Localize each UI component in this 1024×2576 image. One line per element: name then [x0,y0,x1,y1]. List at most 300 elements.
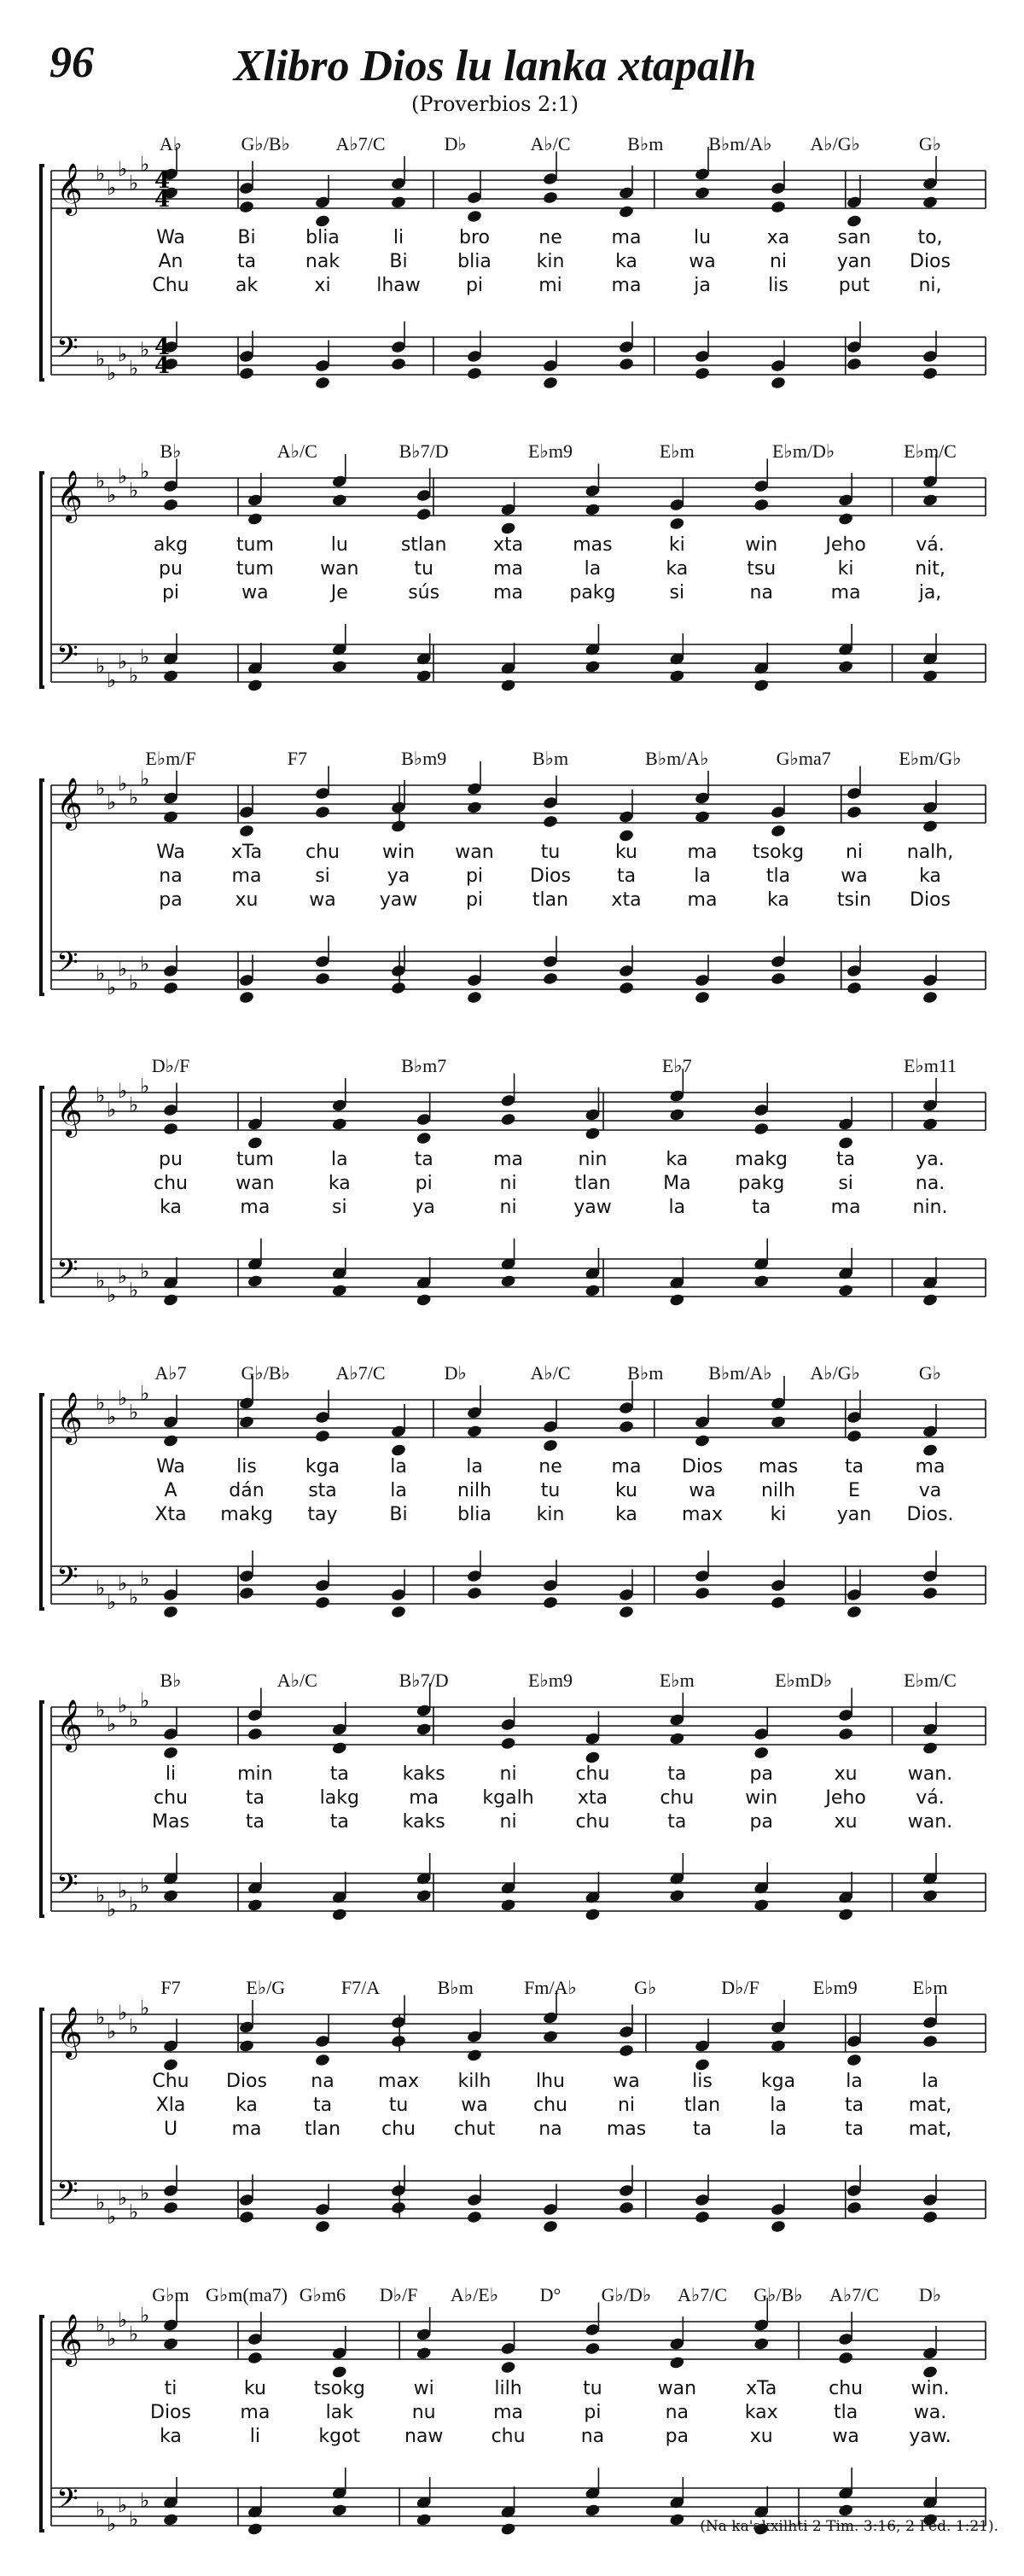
lyric-syllable-verse-1: bro [459,227,490,248]
lyric-syllable-verse-2: win [745,1787,778,1809]
lyric-syllable-verse-3: na [749,582,773,603]
chord-symbol: B♭m/A♭ [645,748,709,769]
lyric-syllable-verse-1: Dios [226,2071,267,2092]
bass-notehead [162,1605,178,1619]
lyric-syllable-verse-3: wa [832,2426,859,2447]
bass-notehead [542,2219,558,2234]
treble-notehead [331,493,347,508]
lyric-syllable-verse-2: chu [660,1787,695,1809]
treble-notehead [162,1434,178,1448]
lyric-syllable-verse-3: si [331,1197,347,1218]
lyric-syllable-verse-2: tum [236,558,274,580]
treble-notehead [247,1727,263,1741]
key-signature-flat-icon: ♭ [118,157,128,181]
lyric-syllable-verse-3: pakg [569,582,616,603]
bass-notehead [922,1889,938,1903]
bass-notehead [618,981,634,995]
bass-notehead [416,2513,432,2527]
treble-notehead [770,200,786,214]
bass-notehead [500,1898,516,1913]
bass-notehead [838,1284,854,1298]
lyric-syllable-verse-1: Chu [152,2071,189,2092]
lyric-syllable-verse-1: ne [538,1456,562,1477]
lyric-syllable-verse-3: yaw [379,889,418,911]
lyric-syllable-verse-3: na [538,2118,562,2140]
key-signature-flat-icon: ♭ [118,2001,128,2025]
bass-notehead [846,981,862,995]
treble-notehead [542,190,558,205]
lyric-syllable-verse-2: Dios [910,251,951,272]
treble-notehead [694,2058,710,2072]
lyric-syllable-verse-1: Wa [156,1456,185,1477]
lyric-syllable-verse-3: Je [330,582,348,603]
time-signature: 4 [154,353,171,379]
lyric-syllable-verse-1: ta [329,1763,349,1785]
treble-notehead [500,2360,516,2375]
treble-notehead [618,829,634,843]
bass-notehead [390,1605,406,1619]
lyric-syllable-verse-2: nilh [760,1480,796,1501]
treble-clef-icon: 𝄞 [56,1392,83,1443]
bass-notehead [618,357,634,371]
lyric-syllable-verse-2: Bi [389,251,408,272]
lyric-syllable-verse-3: chu [491,2426,526,2447]
key-signature-flat-icon: ♭ [140,1381,150,1406]
treble-notehead [922,493,938,508]
treble-notehead [390,1443,406,1458]
key-signature-flat-icon: ♭ [129,1585,139,1610]
bass-clef-icon: 𝄢 [56,1561,79,1600]
bass-notehead [331,660,347,674]
bass-notehead [314,971,330,986]
key-signature-flat-icon: ♭ [118,1386,128,1410]
treble-notehead [162,1746,178,1760]
lyric-syllable-verse-1: xa [766,227,790,248]
key-signature-flat-icon: ♭ [118,2186,128,2210]
bass-clef-icon: 𝄢 [56,639,79,679]
bass-notehead [846,1605,862,1619]
lyric-syllable-verse-3: tlan [304,2118,341,2140]
treble-notehead [500,1736,516,1751]
lyric-syllable-verse-3: makg [220,1504,273,1525]
bass-notehead [314,1595,330,1610]
lyric-syllable-verse-3: mi [538,275,562,296]
key-signature-flat-icon: ♭ [96,776,106,801]
treble-notehead [753,1746,770,1760]
lyric-syllable-verse-3: ni [499,1197,517,1218]
chord-symbol: E♭m/C [904,1670,957,1691]
lyric-syllable-verse-2: ki [837,558,854,580]
lyric-syllable-verse-1: lilh [494,2378,522,2399]
lyric-syllable-verse-1: win [381,842,416,863]
treble-notehead [922,819,938,834]
lyric-syllable-verse-3: li [249,2426,261,2447]
lyric-syllable-verse-3: sús [408,582,440,603]
key-signature-flat-icon: ♭ [140,1074,150,1099]
chord-symbol: E♭/G [246,1977,286,1998]
lyric-syllable-verse-2: ta [236,251,257,272]
chord-symbol: G♭m(ma7) [206,2284,288,2305]
treble-notehead [585,2341,601,2356]
bass-notehead [542,1595,558,1610]
lyric-syllable-verse-1: la [922,2071,939,2092]
key-signature-flat-icon: ♭ [118,1879,128,1903]
lyric-syllable-verse-1: ku [243,2378,266,2399]
key-signature-flat-icon: ♭ [96,161,106,186]
bass-notehead [753,1274,770,1289]
treble-notehead [314,2053,330,2067]
bass-notehead [838,660,854,674]
lyric-syllable-verse-1: li [393,227,404,248]
lyric-syllable-verse-3: kaks [402,1811,445,1833]
key-signature-flat-icon: ♭ [118,464,128,488]
key-signature-flat-icon: ♭ [129,785,139,810]
bass-notehead [500,1274,516,1289]
treble-notehead [500,522,516,536]
chord-symbol: D♭/F [721,1977,759,1998]
chord-symbol: D♭ [918,2284,942,2305]
lyric-syllable-verse-1: tu [540,842,561,863]
bass-notehead [238,366,254,381]
chord-symbol: B♭7/D [399,440,449,462]
lyric-syllable-verse-1: ti [164,2378,177,2399]
music-system-6 [0,1664,1024,1961]
key-signature-flat-icon: ♭ [96,2005,106,2030]
chord-symbol: E♭m9 [528,440,573,462]
lyric-syllable-verse-2: mat, [908,2095,952,2116]
chord-symbol: B♭m7 [401,1055,447,1076]
key-signature-flat-icon: ♭ [107,2512,117,2536]
key-signature-flat-icon: ♭ [107,361,117,385]
bass-notehead [694,366,710,381]
lyric-syllable-verse-1: Wa [156,842,185,863]
chord-symbol: A♭7/C [829,2284,880,2305]
lyric-syllable-verse-1: tsokg [752,842,805,863]
lyric-syllable-verse-1: li [165,1763,177,1785]
treble-notehead [694,1434,710,1448]
lyric-syllable-verse-3: pa [159,889,183,911]
lyric-syllable-verse-3: chut [453,2118,496,2140]
key-signature-flat-icon: ♭ [129,1707,139,1732]
lyric-syllable-verse-2: wa [461,2095,488,2116]
lyric-syllable-verse-3: si [669,582,685,603]
bass-notehead [247,1274,263,1289]
system-bracket [41,1087,44,1302]
bass-notehead [238,1586,254,1600]
lyric-syllable-verse-3: chu [575,1811,610,1833]
chord-symbol: A♭7/C [335,133,386,154]
lyric-syllable-verse-2: ma [231,865,262,887]
key-signature-flat-icon: ♭ [140,1688,150,1713]
lyric-syllable-verse-3: kgot [318,2426,361,2447]
lyric-syllable-verse-2: An [158,251,183,272]
lyric-syllable-verse-1: wa [613,2071,640,2092]
treble-notehead [753,2337,770,2352]
key-signature-flat-icon: ♭ [129,1278,139,1303]
lyric-syllable-verse-1: chu [305,842,340,863]
treble-notehead [753,1122,770,1136]
lyric-syllable-verse-3: xta [611,889,642,911]
treble-notehead [331,1741,347,1756]
treble-clef-icon: 𝄞 [56,1085,83,1136]
lyric-syllable-verse-2: wa. [913,2402,947,2423]
bass-notehead [466,366,482,381]
lyric-syllable-verse-1: stlan [400,534,447,556]
key-signature-flat-icon: ♭ [140,1996,150,2020]
lyric-syllable-verse-1: lhu [536,2071,565,2092]
lyric-syllable-verse-3: pi [465,889,484,911]
music-system-7 [0,1972,1024,2269]
treble-notehead [770,824,786,838]
key-signature-flat-icon: ♭ [118,1693,128,1717]
time-signature: 4 [154,187,171,213]
bass-clef-icon: 𝄢 [56,947,79,986]
treble-notehead [390,819,406,834]
key-signature-flat-icon: ♭ [107,176,117,200]
lyric-syllable-verse-3: xu [834,1811,858,1833]
lyric-syllable-verse-1: chu [829,2378,864,2399]
bass-notehead [838,2503,854,2518]
key-signature-flat-icon: ♭ [129,2200,139,2224]
lyric-syllable-verse-1: win [745,534,778,556]
bass-notehead [162,2513,178,2527]
system-bracket [41,166,44,380]
lyric-syllable-verse-3: blia [457,1504,492,1525]
lyric-syllable-verse-2: ka [919,865,941,887]
lyric-syllable-verse-1: wan [657,2378,697,2399]
lyric-syllable-verse-1: ma [493,1149,524,1170]
treble-notehead [618,1419,634,1434]
key-signature-flat-icon: ♭ [140,952,150,976]
chord-symbol: D♭/F [151,1055,190,1076]
chord-symbol: F7 [160,1977,181,1998]
key-signature-flat-icon: ♭ [129,970,139,995]
treble-notehead [618,205,634,219]
key-signature-flat-icon: ♭ [140,1566,150,1591]
treble-notehead [542,1438,558,1453]
lyric-syllable-verse-2: Ma [663,1173,691,1194]
lyric-syllable-verse-3: pi [465,275,484,296]
chord-symbol: B♭m [532,748,569,769]
lyric-syllable-verse-3: la [668,1197,686,1218]
treble-notehead [466,2049,482,2063]
music-system-5 [0,1357,1024,1654]
bass-notehead [618,1605,634,1619]
chord-symbol: A♭7/C [335,1362,386,1384]
lyric-syllable-verse-3: ma [240,1197,271,1218]
chord-symbol: G♭/B♭ [241,133,290,154]
lyric-syllable-verse-2: ni [769,251,788,272]
bass-notehead [247,1898,263,1913]
chord-symbol: E♭m/G♭ [899,748,962,769]
lyric-syllable-verse-2: nu [411,2402,436,2423]
lyric-syllable-verse-3: Mas [152,1811,189,1833]
lyric-syllable-verse-3: la [770,2118,787,2140]
bass-notehead [669,669,685,684]
key-signature-flat-icon: ♭ [129,2507,139,2532]
treble-notehead [500,1112,516,1127]
key-signature-flat-icon: ♭ [140,644,150,669]
lyric-syllable-verse-3: ta [329,1811,349,1833]
lyric-syllable-verse-1: wi [413,2378,434,2399]
treble-notehead [838,1136,854,1151]
bass-notehead [162,1293,178,1308]
lyric-syllable-verse-1: ni [845,842,864,863]
key-signature-flat-icon: ♭ [96,1390,106,1415]
bass-notehead [500,679,516,693]
footer-note: (Na ka'akxilhti 2 Tim. 3:16; 2 Ped. 1:21). [700,2518,998,2535]
key-signature-flat-icon: ♭ [140,2181,150,2206]
chord-symbol: G♭ [918,1362,942,1384]
chord-symbol: E♭m/F [145,748,196,769]
lyric-syllable-verse-2: ya [387,865,410,887]
bass-notehead [416,669,432,684]
lyric-syllable-verse-3: mat, [908,2118,952,2140]
bass-notehead [542,376,558,390]
music-system-3 [0,743,1024,1040]
lyric-syllable-verse-2: Dios [530,865,571,887]
lyric-syllable-verse-3: na [580,2426,605,2447]
treble-notehead [238,824,254,838]
lyric-syllable-verse-3: ta [667,1811,687,1833]
chord-symbol: B♭m/A♭ [708,133,772,154]
lyric-syllable-verse-2: ma [493,558,524,580]
chord-symbol: D♭/F [379,2284,418,2305]
lyric-syllable-verse-2: ta [844,2095,864,2116]
lyric-syllable-verse-1: la [846,2071,863,2092]
lyric-syllable-verse-1: mas [573,534,613,556]
lyric-syllable-verse-3: Xta [154,1504,187,1525]
chord-symbol: B♭m [437,1977,474,1998]
chord-symbol: E♭m [912,1977,948,1998]
key-signature-flat-icon: ♭ [140,459,150,484]
system-bracket [41,2317,44,2531]
lyric-syllable-verse-3: yaw [573,1197,612,1218]
treble-clef-icon: 𝄞 [56,163,83,214]
bass-notehead [585,1284,601,1298]
key-signature-flat-icon: ♭ [118,1079,128,1103]
key-signature-flat-icon: ♭ [129,1400,139,1425]
lyric-syllable-verse-3: yan [836,1504,872,1525]
chord-symbol: G♭/B♭ [753,2284,803,2305]
lyric-syllable-verse-1: xta [492,534,524,556]
lyric-syllable-verse-2: si [838,1173,853,1194]
key-signature-flat-icon: ♭ [118,342,128,366]
lyric-syllable-verse-2: ma [409,1787,439,1809]
lyric-syllable-verse-1: vá. [916,534,945,556]
bass-notehead [753,679,770,693]
chord-symbol: A♭/G♭ [810,133,861,154]
treble-notehead [669,1732,685,1746]
treble-notehead [838,512,854,527]
lyric-syllable-verse-1: mas [758,1456,799,1477]
treble-clef-icon: 𝄞 [56,470,83,522]
lyric-syllable-verse-3: ja, [918,582,942,603]
lyric-syllable-verse-3: Bi [389,1504,408,1525]
lyric-syllable-verse-1: ne [538,227,562,248]
treble-notehead [542,2030,558,2044]
treble-notehead [846,214,862,229]
lyric-syllable-verse-3: tsin [836,889,872,911]
key-signature-flat-icon: ♭ [129,663,139,688]
lyric-syllable-verse-1: ku [614,842,638,863]
bass-notehead [247,2522,263,2537]
bass-notehead [390,357,406,371]
bass-notehead [922,990,938,1005]
lyric-syllable-verse-3: xi [314,275,331,296]
chord-symbol: G♭ma7 [776,748,831,769]
treble-notehead [846,805,862,819]
treble-notehead [618,2043,634,2058]
treble-notehead [669,516,685,531]
lyric-syllable-verse-3: ja [694,275,711,296]
lyric-syllable-verse-2: wan [236,1173,275,1194]
key-signature-flat-icon: ♭ [96,1576,106,1600]
lyric-syllable-verse-2: ni [617,2095,636,2116]
chord-symbol: B♭7/D [399,1670,449,1691]
chord-symbol: G♭ [634,1977,657,1998]
treble-notehead [247,512,263,527]
lyric-syllable-verse-3: pi [161,582,180,603]
lyric-syllable-verse-2: lakg [319,1787,359,1809]
key-signature-flat-icon: ♭ [140,766,150,791]
lyric-syllable-verse-1: ta [667,1763,687,1785]
lyric-syllable-verse-1: na [311,2071,335,2092]
lyric-syllable-verse-2: yan [836,251,872,272]
treble-notehead [922,1443,938,1458]
lyric-syllable-verse-1: pa [749,1763,773,1785]
lyric-syllable-verse-3: lis [768,275,788,296]
lyric-syllable-verse-2: lak [325,2402,353,2423]
chord-symbol: E♭m9 [528,1670,573,1691]
lyric-syllable-verse-3: max [682,1504,723,1525]
lyric-syllable-verse-2: pu [159,558,183,580]
bass-notehead [846,2200,862,2215]
lyric-syllable-verse-2: Xla [155,2095,186,2116]
chord-symbol: F7/A [340,1977,381,1998]
treble-notehead [416,2346,432,2361]
key-signature-flat-icon: ♭ [96,961,106,986]
bass-notehead [922,366,938,381]
bass-notehead [331,2503,347,2518]
lyric-syllable-verse-3: Dios [910,889,951,911]
lyric-syllable-verse-3: tlan [532,889,569,911]
lyric-syllable-verse-1: ki [668,534,685,556]
treble-notehead [238,2039,254,2054]
lyric-syllable-verse-3: lhaw [376,275,421,296]
bass-notehead [585,2503,601,2518]
lyric-syllable-verse-3: wa [241,582,269,603]
lyric-syllable-verse-2: tla [833,2402,858,2423]
lyric-syllable-verse-2: chu [533,2095,567,2116]
lyric-syllable-verse-1: ya. [916,1149,945,1170]
lyric-syllable-verse-1: wan. [907,1763,953,1785]
lyric-syllable-verse-1: Bi [237,227,256,248]
lyric-syllable-verse-2: ka [236,2095,258,2116]
key-signature-flat-icon: ♭ [118,1264,128,1288]
bass-notehead [585,1908,601,1922]
chord-symbol: G♭m [152,2284,189,2305]
bass-notehead [618,2200,634,2215]
lyric-syllable-verse-3: chu [381,2118,416,2140]
lyric-syllable-verse-1: xTa [230,842,263,863]
chord-symbol: E♭m/D♭ [772,440,835,462]
treble-notehead [669,1108,685,1122]
treble-clef-icon: 𝄞 [56,778,83,829]
lyric-syllable-verse-3: Dios. [906,1504,954,1525]
bass-clef-icon: 𝄢 [56,1868,79,1908]
lyric-syllable-verse-2: la [770,2095,787,2116]
